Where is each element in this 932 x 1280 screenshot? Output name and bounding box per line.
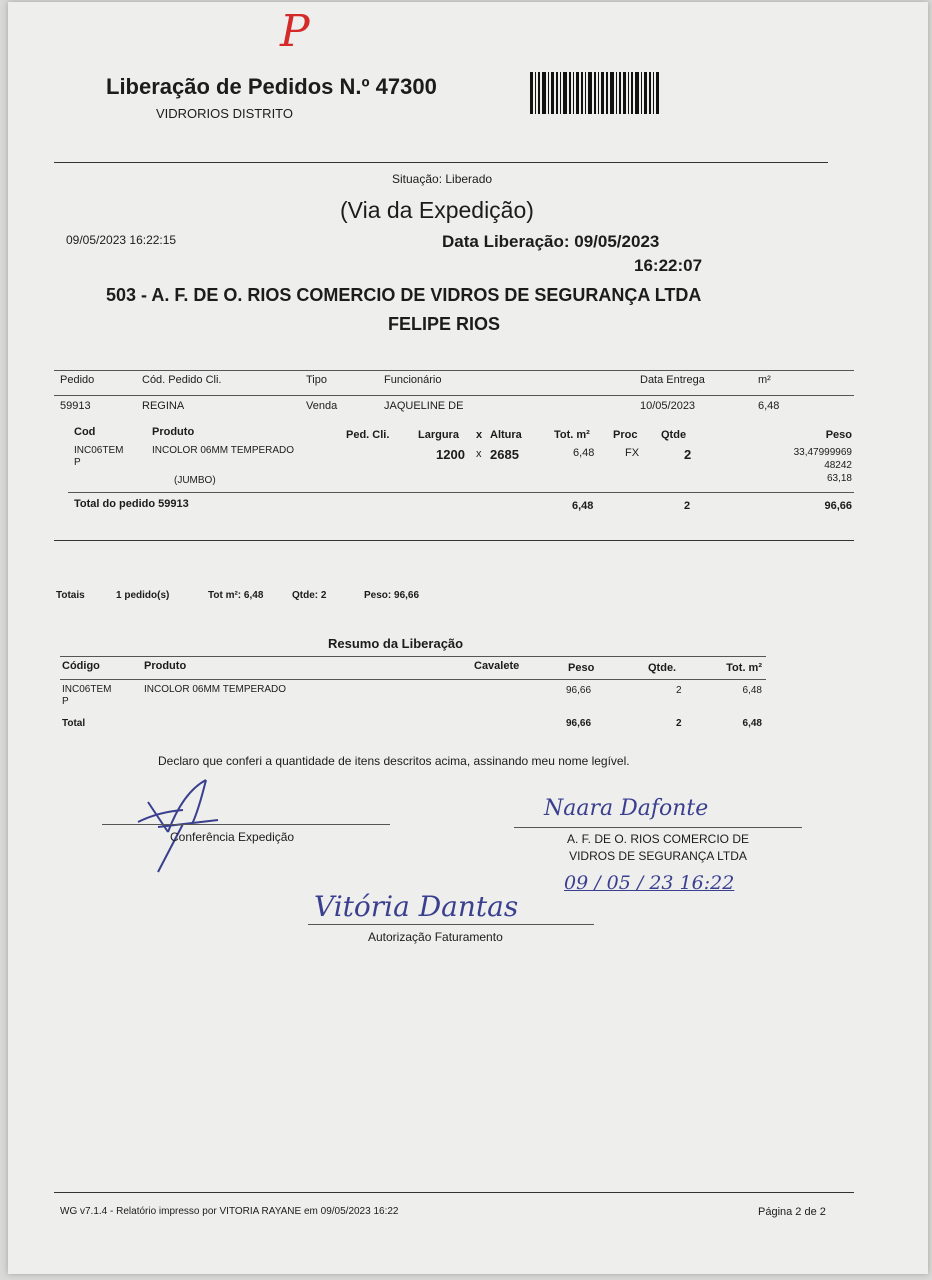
handwritten-date: 09 / 05 / 23 16:22 bbox=[564, 872, 735, 894]
item-proc-header: Proc bbox=[613, 429, 638, 441]
item-x-header: x bbox=[476, 429, 483, 441]
resumo-codigo-header: Código bbox=[62, 660, 100, 672]
conferencia-signature bbox=[128, 772, 248, 882]
footer-page-number: Página 2 de 2 bbox=[758, 1206, 826, 1218]
totals-peso: Peso: 96,66 bbox=[364, 590, 420, 601]
resumo-produto-header: Produto bbox=[144, 660, 187, 672]
order-total-rule bbox=[68, 492, 854, 493]
resumo-title: Resumo da Liberação bbox=[328, 636, 464, 651]
handwritten-mark: P bbox=[280, 6, 310, 57]
order-total-qtde: 2 bbox=[684, 500, 691, 512]
resumo-header-rule bbox=[60, 679, 766, 680]
order-entrega: 10/05/2023 bbox=[640, 400, 696, 412]
resumo-qtde-header: Qtde. bbox=[648, 662, 677, 674]
resumo-codigo-line2: P bbox=[62, 696, 69, 707]
order-bottom-rule bbox=[54, 540, 854, 541]
client-contact: FELIPE RIOS bbox=[388, 314, 501, 334]
barcode bbox=[530, 72, 670, 114]
footer-rule bbox=[54, 1192, 854, 1193]
item-totm2-header: Tot. m² bbox=[554, 429, 590, 441]
autorizacao-label: Autorização Faturamento bbox=[368, 930, 503, 944]
item-peso-line3: 63,18 bbox=[826, 473, 852, 484]
item-peso-line2: 48242 bbox=[824, 460, 852, 471]
col-entrega-header: Data Entrega bbox=[640, 374, 705, 386]
autorizacao-signature: Vitória Dantas bbox=[314, 890, 519, 923]
client-signature: Naara Dafonte bbox=[544, 796, 709, 821]
order-funcionario: JAQUELINE DE bbox=[384, 400, 464, 412]
col-codcli-header: Cód. Pedido Cli. bbox=[142, 374, 222, 386]
order-total-label: Total do pedido 59913 bbox=[74, 498, 189, 510]
resumo-qtde: 2 bbox=[676, 685, 682, 696]
header-divider bbox=[54, 162, 828, 163]
item-produto: INCOLOR 06MM TEMPERADO bbox=[152, 445, 295, 456]
col-funcionario-header: Funcionário bbox=[384, 374, 442, 386]
totals-label: Totais bbox=[56, 590, 85, 601]
client-signature-line bbox=[514, 827, 802, 828]
item-totm2: 6,48 bbox=[573, 447, 595, 459]
order-tipo: Venda bbox=[306, 400, 338, 412]
item-qtde-header: Qtde bbox=[661, 429, 687, 441]
resumo-total-label: Total bbox=[62, 718, 86, 729]
resumo-peso-header: Peso bbox=[568, 662, 595, 674]
page-title: Liberação de Pedidos N.º 47300 bbox=[106, 74, 437, 99]
release-time: 16:22:07 bbox=[634, 256, 703, 275]
release-date: Data Liberação: 09/05/2023 bbox=[442, 232, 660, 251]
company-name: VIDRORIOS DISTRITO bbox=[156, 106, 293, 121]
item-cod-line2: P bbox=[74, 457, 81, 468]
resumo-produto: INCOLOR 06MM TEMPERADO bbox=[144, 684, 287, 695]
item-largura: 1200 bbox=[436, 447, 465, 462]
item-qtde: 2 bbox=[684, 447, 692, 462]
item-cod-line1: INC06TEM bbox=[74, 445, 124, 456]
order-total-m2: 6,48 bbox=[572, 500, 594, 512]
order-table-top-rule bbox=[54, 370, 854, 371]
item-produto-line2: (JUMBO) bbox=[174, 475, 216, 486]
col-pedido-header: Pedido bbox=[60, 374, 95, 386]
resumo-total-totm2: 6,48 bbox=[742, 718, 762, 729]
col-tipo-header: Tipo bbox=[306, 374, 327, 386]
declaration-text: Declaro que conferi a quantidade de itens descritos acima, assinando meu nome legível. bbox=[158, 754, 630, 768]
col-m2-header: m² bbox=[758, 374, 771, 386]
resumo-totm2: 6,48 bbox=[742, 685, 762, 696]
via-label: (Via da Expedição) bbox=[340, 197, 534, 223]
item-altura-header: Altura bbox=[490, 429, 522, 441]
item-cod-header: Cod bbox=[74, 426, 96, 438]
order-m2: 6,48 bbox=[758, 400, 780, 412]
resumo-top-rule bbox=[60, 656, 766, 657]
autorizacao-signature-line bbox=[308, 924, 594, 925]
resumo-totm2-header: Tot. m² bbox=[726, 662, 762, 674]
item-peso-header: Peso bbox=[825, 429, 852, 441]
order-header-rule bbox=[54, 395, 854, 396]
conferencia-signature-line bbox=[102, 824, 390, 825]
order-pedido: 59913 bbox=[60, 400, 91, 412]
client-label-line1: A. F. DE O. RIOS COMERCIO DE bbox=[566, 832, 750, 846]
situation-label: Situação: Liberado bbox=[392, 172, 493, 186]
item-produto-header: Produto bbox=[152, 426, 195, 438]
resumo-cavalete-header: Cavalete bbox=[474, 660, 520, 672]
item-x: x bbox=[476, 448, 482, 460]
document-page bbox=[8, 2, 928, 1274]
client-label-line2: VIDROS DE SEGURANÇA LTDA bbox=[569, 849, 747, 863]
conferencia-label: Conferência Expedição bbox=[170, 830, 295, 844]
print-timestamp: 09/05/2023 16:22:15 bbox=[66, 233, 177, 247]
order-total-peso: 96,66 bbox=[824, 500, 852, 512]
footer-printed-by: WG v7.1.4 - Relatório impresso por VITORIA RAYANE em 09/05/2023 16:22 bbox=[60, 1206, 399, 1217]
client-name: 503 - A. F. DE O. RIOS COMERCIO DE VIDROS DE SEGURANÇA LTDA bbox=[106, 285, 702, 305]
item-peso-line1: 33,47999969 bbox=[793, 447, 852, 458]
order-codcli: REGINA bbox=[142, 400, 185, 412]
item-proc: FX bbox=[625, 447, 640, 459]
item-pedcli-header: Ped. Cli. bbox=[346, 429, 390, 441]
resumo-total-qtde: 2 bbox=[676, 718, 682, 729]
resumo-peso: 96,66 bbox=[566, 685, 592, 696]
totals-pedidos: 1 pedido(s) bbox=[116, 590, 170, 601]
item-largura-header: Largura bbox=[418, 429, 459, 441]
resumo-codigo-line1: INC06TEM bbox=[62, 684, 112, 695]
totals-m2: Tot m²: 6,48 bbox=[208, 590, 264, 601]
totals-qtde: Qtde: 2 bbox=[292, 590, 327, 601]
resumo-total-peso: 96,66 bbox=[566, 718, 592, 729]
item-altura: 2685 bbox=[490, 447, 519, 462]
